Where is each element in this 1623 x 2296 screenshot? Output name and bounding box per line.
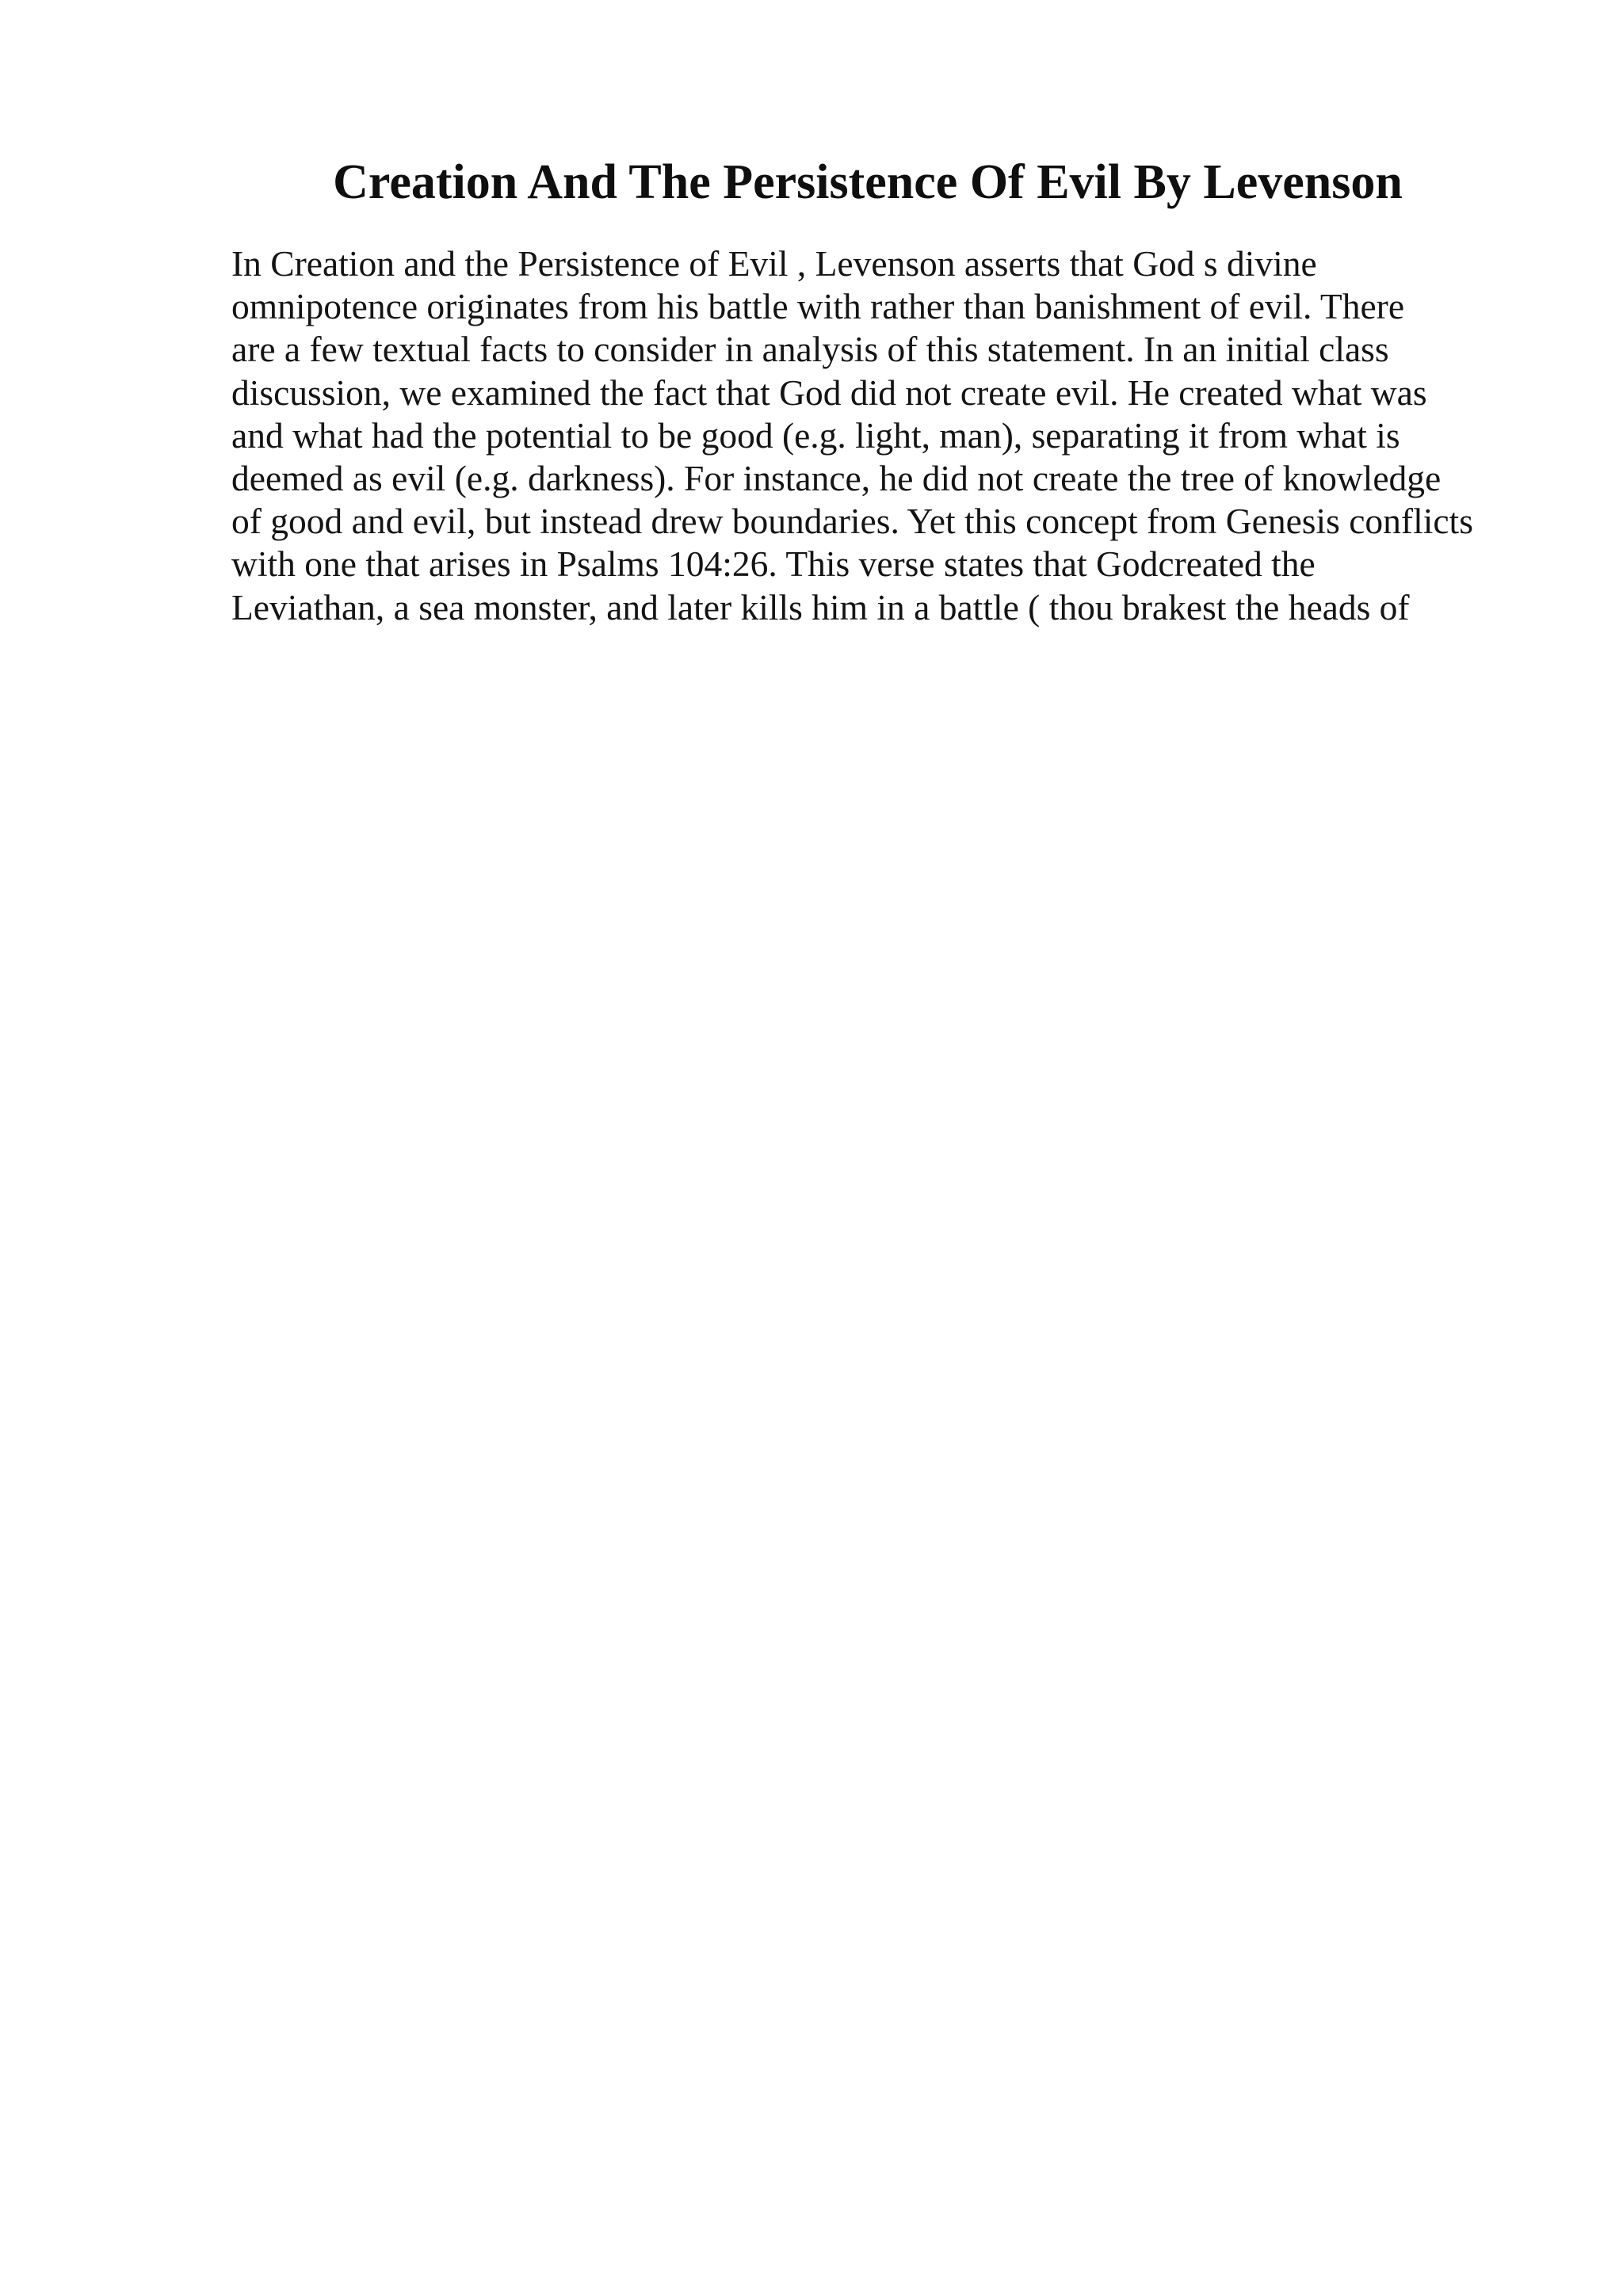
text-line: of good and evil, but instead drew boundaries. Yet this concept from Genesis conflicts (231, 501, 1473, 542)
text-line: deemed as evil (e.g. darkness). For instance, he did not create the tree of knowledge (231, 458, 1442, 499)
page-title: Creation And The Persistence Of Evil By Levenson (333, 155, 1403, 209)
text-line: In Creation and the Persistence of Evil , Levenson asserts that God s divine (231, 243, 1317, 284)
text-line: and what had the potential to be good (e.g. light, man), separating it from what is (231, 414, 1400, 456)
text-line: Leviathan, a sea monster, and later kills him in a battle ( thou brakest the heads of (231, 586, 1410, 627)
text-line: discussion, we examined the fact that God did not create evil. He created what was (231, 372, 1427, 413)
text-line: with one that arises in Psalms 104:26. This verse states that Godcreated the (231, 543, 1316, 585)
text-line: omnipotence originates from his battle with rather than banishment of evil. There (231, 286, 1405, 327)
body-paragraph (231, 242, 1594, 629)
text-line: are a few textual facts to consider in analysis of this statement. In an initial class (231, 329, 1389, 370)
